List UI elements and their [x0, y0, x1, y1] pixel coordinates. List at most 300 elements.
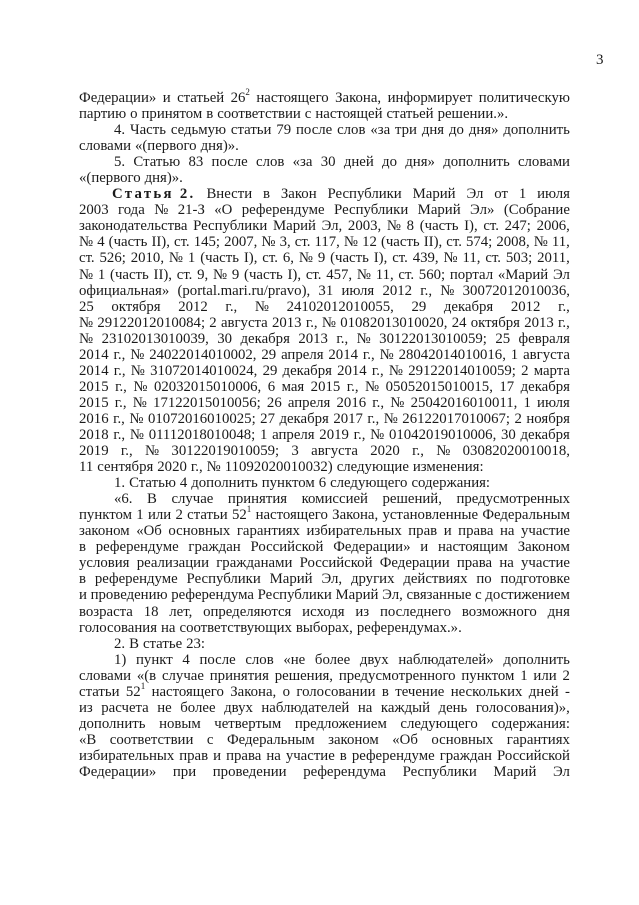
word: четвертым: [214, 715, 282, 732]
word: №: [132, 394, 147, 411]
word: 12: [362, 234, 377, 251]
word: (часть: [244, 266, 283, 283]
word: августа: [220, 314, 268, 331]
text-line: [79, 652, 570, 668]
word: 574;: [465, 234, 493, 251]
word: г.,: [353, 426, 366, 443]
word: до: [382, 154, 397, 171]
word: 11,: [551, 234, 570, 251]
word: 2014: [337, 362, 367, 379]
word: не: [157, 699, 172, 716]
word: статье: [142, 635, 183, 652]
word: 3: [291, 443, 299, 460]
text-line: [79, 764, 570, 780]
word: 2012: [382, 282, 413, 299]
word: лет,: [169, 603, 193, 620]
word: по: [476, 571, 492, 588]
word: голосования)»,: [475, 699, 570, 716]
word: Статья 2.: [112, 186, 196, 203]
word: 11,: [375, 266, 394, 283]
document-body: [79, 87, 570, 780]
word: мая: [281, 378, 305, 395]
word: референдуме: [351, 747, 435, 764]
word: Республики: [193, 218, 268, 235]
word: 1.: [114, 475, 126, 492]
word: дополнить: [443, 154, 510, 171]
word: г.,: [371, 362, 384, 379]
text-line: [79, 87, 570, 106]
word: №: [386, 218, 401, 235]
word: Часть: [129, 122, 166, 139]
word: Российской: [250, 539, 324, 556]
word: 2: [521, 362, 529, 379]
word: 2008,: [496, 234, 530, 251]
word: №: [383, 410, 398, 427]
word: 30: [320, 154, 336, 171]
text-line: [79, 636, 570, 652]
word: г.,: [113, 362, 126, 379]
word: из: [79, 699, 93, 716]
word: 526;: [99, 250, 126, 267]
word: дня)».: [144, 170, 183, 187]
word: октября: [470, 314, 520, 331]
word: Внести: [206, 186, 253, 203]
word: №: [356, 330, 371, 347]
word: референдуме: [94, 571, 178, 588]
word: 2020: [370, 443, 400, 460]
word: г.,: [558, 298, 570, 315]
word: 2019: [79, 443, 109, 460]
word: $52^1$: [125, 680, 146, 700]
word: (часть: [110, 266, 149, 283]
word: 31072014010024,: [150, 362, 258, 379]
text-line: [79, 106, 570, 122]
text-line: [79, 363, 570, 379]
word: 457,: [326, 266, 353, 283]
word: 2.: [114, 635, 126, 652]
word: №: [79, 266, 94, 283]
word: ст.: [398, 266, 415, 283]
text-line: [79, 299, 570, 315]
word: 23:: [186, 635, 206, 652]
word: 17: [499, 378, 515, 395]
word: 2018: [79, 426, 109, 443]
text-line: [79, 186, 570, 202]
word: референдумах.».: [356, 619, 462, 636]
word: слов: [337, 122, 366, 139]
word: настоящего: [255, 507, 328, 524]
word: проведению: [90, 587, 168, 604]
word: 4: [182, 651, 190, 668]
word: 4.: [114, 122, 126, 139]
word: с: [206, 731, 214, 748]
word: права: [226, 747, 262, 764]
text-line: [79, 748, 570, 764]
word: участие: [521, 523, 570, 540]
word: 29: [262, 362, 278, 379]
word: решения,: [274, 667, 334, 684]
text-line: [79, 122, 570, 138]
word: ст.: [485, 250, 501, 267]
word: прав: [179, 747, 209, 764]
word: и: [162, 90, 171, 106]
word: и: [79, 587, 87, 604]
word: пунктом: [261, 475, 315, 492]
word: II),: [423, 234, 443, 251]
word: после: [211, 154, 248, 171]
text-line: [79, 555, 570, 571]
page-number: 3: [596, 52, 604, 68]
text-line: [79, 716, 570, 732]
word: гарантиях: [506, 731, 570, 748]
word: №: [321, 314, 336, 331]
text-line: [79, 395, 570, 411]
word: соответствии: [109, 731, 194, 748]
word: №: [168, 250, 184, 267]
word: и: [443, 523, 452, 540]
word: 1: [260, 426, 268, 443]
text-line: [79, 475, 570, 491]
word: участие: [285, 747, 335, 764]
word: на: [357, 699, 373, 716]
word: подготовке: [500, 571, 570, 588]
word: 29122014010059;: [408, 362, 516, 379]
word: 2003,: [347, 218, 382, 235]
word: 2012: [510, 298, 541, 315]
word: ноября: [526, 410, 570, 427]
word: 1: [510, 346, 519, 363]
text-line: [79, 379, 570, 395]
word: (portal.mari.ru/pravo),: [177, 282, 311, 299]
word: №: [130, 362, 145, 379]
word: Эл»: [470, 202, 495, 219]
word: 9: [231, 266, 240, 283]
word: с: [304, 106, 312, 123]
text-line: [79, 620, 570, 636]
word: принятом: [141, 106, 203, 123]
word: следующего: [330, 475, 408, 492]
word: ст.: [262, 250, 278, 267]
word: 6,: [282, 250, 294, 267]
word: 1: [136, 507, 144, 524]
word: №: [440, 282, 455, 299]
word: настоящей: [315, 106, 383, 123]
word: Республики: [327, 186, 402, 203]
word: двух: [359, 651, 389, 668]
word: Статью: [133, 154, 181, 171]
word: Эл,: [321, 218, 343, 235]
word: №: [343, 234, 359, 251]
word: 30: [500, 426, 516, 443]
word: 30122019010059;: [171, 443, 280, 460]
word: голосования: [79, 619, 158, 636]
word: информирует: [387, 90, 473, 106]
word: Марий: [493, 763, 537, 780]
word: гражданами: [216, 555, 293, 572]
word: законом: [79, 523, 130, 540]
word: содержания:: [491, 715, 570, 732]
word: 2014: [328, 346, 358, 363]
word: №: [443, 250, 458, 267]
word: до: [449, 122, 464, 139]
word: февраля: [518, 330, 570, 347]
word: 25: [79, 298, 94, 315]
word: ст.: [294, 234, 311, 251]
word: о: [282, 683, 291, 700]
word: г.,: [412, 443, 424, 460]
word: «Об: [392, 731, 418, 748]
word: №: [79, 234, 94, 251]
word: статьи: [187, 507, 228, 524]
text-line: [79, 250, 570, 266]
word: апреля: [272, 426, 315, 443]
word: г.,: [113, 426, 126, 443]
word: изменения:: [412, 459, 484, 476]
word: дня)».: [200, 138, 239, 155]
word: 560;: [418, 266, 446, 283]
word: седьмую: [170, 122, 227, 139]
word: 2013: [271, 314, 302, 331]
word: «Марий: [497, 266, 549, 283]
word: 1: [520, 667, 528, 684]
word: 29122012010084;: [97, 314, 206, 331]
word: в: [206, 106, 214, 123]
word: Эл,: [321, 571, 343, 588]
word: марта: [533, 362, 570, 379]
word: 17122015010056;: [153, 394, 261, 411]
word: 2016: [79, 410, 109, 427]
word: нескольких: [450, 683, 523, 700]
word: июля: [537, 394, 570, 411]
word: 247;: [504, 218, 531, 235]
word: г.,: [420, 282, 433, 299]
word: «за: [292, 154, 313, 171]
word: №: [388, 362, 404, 379]
word: дня»: [468, 122, 499, 139]
word: граждан: [188, 539, 241, 556]
word: г.,: [558, 314, 570, 331]
word: словами: [79, 667, 131, 684]
word: №: [533, 234, 548, 251]
word: I),: [373, 250, 388, 267]
word: на: [499, 523, 515, 540]
word: гарантиях: [236, 523, 300, 540]
word: словами: [517, 154, 570, 171]
word: «(первого: [79, 170, 141, 187]
word: Федерации»: [79, 90, 157, 106]
word: Марий: [417, 202, 461, 219]
word: дня»: [405, 154, 435, 171]
word: сентября: [97, 459, 154, 476]
word: из: [355, 603, 370, 620]
word: Марий: [269, 571, 313, 588]
word: 2011,: [537, 250, 570, 267]
text-line: [79, 443, 570, 459]
word: 3,: [279, 234, 291, 251]
word: №: [129, 426, 144, 443]
text-line: [79, 170, 570, 186]
word: основных: [168, 523, 231, 540]
word: реализации: [136, 555, 210, 572]
word: года: [118, 202, 145, 219]
word: после: [296, 122, 333, 139]
word: Марий: [272, 218, 316, 235]
word: 2017: [333, 410, 363, 427]
word: г.,: [346, 378, 359, 395]
word: более: [314, 651, 351, 668]
word: 9,: [197, 266, 209, 283]
word: 2010,: [130, 250, 165, 267]
word: и: [213, 747, 222, 764]
word: возможного: [461, 603, 537, 620]
word: настоящим: [437, 539, 508, 556]
word: -: [565, 683, 570, 700]
text-line: [79, 234, 570, 250]
word: (часть: [200, 250, 239, 267]
word: декабря: [443, 298, 494, 315]
word: «не: [283, 651, 306, 668]
word: расчета: [101, 699, 149, 716]
word: 03082020010018,: [462, 443, 570, 460]
word: законодательства: [79, 218, 188, 235]
text-line: [79, 267, 570, 283]
word: Закон: [280, 186, 317, 203]
word: соответствующих: [179, 619, 292, 636]
word: Республики: [257, 587, 332, 604]
word: №: [79, 314, 94, 331]
word: «(в: [136, 667, 157, 684]
word: о: [130, 106, 138, 123]
text-line: [79, 283, 570, 299]
word: 8: [406, 218, 415, 235]
word: 02032015010006,: [153, 378, 262, 395]
word: дополнить: [503, 122, 570, 139]
word: 11,: [462, 250, 481, 267]
word: принятия: [227, 491, 288, 508]
word: 18: [143, 603, 159, 620]
word: №: [129, 410, 144, 427]
word: дополнить: [503, 651, 570, 668]
word: августа: [523, 346, 570, 363]
word: июля: [341, 282, 375, 299]
word: Республики: [402, 763, 477, 780]
word: референдуме: [95, 539, 179, 556]
word: статьи: [230, 122, 272, 139]
word: 79: [276, 122, 292, 139]
word: (Собрание: [503, 202, 570, 219]
word: №: [370, 426, 385, 443]
word: 24: [451, 314, 467, 331]
text-line: [79, 732, 570, 748]
word: г.,: [115, 378, 127, 395]
word: декабря: [279, 410, 329, 427]
text-line: [79, 539, 570, 555]
word: 2: [175, 507, 183, 524]
text-line: [79, 700, 570, 716]
word: Закона,: [230, 683, 277, 700]
word: избирательных: [79, 747, 175, 764]
word: 2015: [310, 378, 341, 395]
word: 117,: [314, 234, 340, 251]
word: апреля: [287, 394, 331, 411]
word: в: [339, 747, 347, 764]
word: референдуме: [241, 202, 325, 219]
text-line: [79, 427, 570, 443]
word: 4: [97, 234, 105, 251]
text-line: [79, 459, 570, 475]
word: г.,: [190, 459, 203, 476]
text-line: [79, 331, 570, 347]
word: комиссией: [301, 491, 368, 508]
word: (часть: [108, 234, 148, 251]
word: «Об: [136, 523, 162, 540]
word: при: [172, 763, 197, 780]
word: Эл: [552, 763, 570, 780]
text-line: [79, 571, 570, 587]
word: установленные: [382, 507, 479, 524]
word: случае: [161, 667, 204, 684]
word: I),: [287, 266, 302, 283]
word: 1: [523, 394, 531, 411]
word: 2015: [79, 394, 109, 411]
word: течение: [395, 683, 445, 700]
text-line: [79, 218, 570, 234]
word: двух: [224, 699, 253, 716]
word: три: [395, 122, 417, 139]
word: на: [499, 555, 514, 572]
word: права: [456, 555, 493, 572]
word: г.,: [367, 410, 380, 427]
word: Статью: [129, 475, 176, 492]
word: (часть: [330, 250, 369, 267]
word: голосовании: [296, 683, 376, 700]
text-line: [79, 315, 570, 331]
word: г.,: [113, 346, 126, 363]
word: 2016: [336, 394, 367, 411]
text-line: [79, 347, 570, 363]
word: партию: [79, 106, 127, 123]
word: граждан: [439, 747, 492, 764]
word: настоящего: [256, 90, 329, 106]
word: ст.: [79, 250, 95, 267]
word: Федеральным: [482, 507, 570, 524]
word: 145;: [193, 234, 220, 251]
word: основных: [431, 731, 494, 748]
word: следующего: [400, 715, 478, 732]
text-line: [79, 411, 570, 427]
word: других: [350, 571, 395, 588]
word: референдума: [303, 763, 386, 780]
word: Эл: [466, 186, 484, 203]
word: 26: [266, 394, 282, 411]
word: день: [438, 699, 468, 716]
word: октября: [111, 298, 161, 315]
word: 31: [318, 282, 334, 299]
word: статьи: [79, 683, 120, 700]
word: «(первого: [134, 138, 197, 155]
word: №: [298, 250, 313, 267]
word: $26^2$: [230, 87, 250, 106]
word: решении.».: [437, 106, 509, 123]
word: II),: [153, 266, 172, 283]
word: возраста: [79, 603, 133, 620]
word: исходя: [302, 603, 345, 620]
word: пункт: [136, 651, 173, 668]
text-line: [79, 202, 570, 218]
word: каждый: [380, 699, 431, 716]
word: и: [420, 539, 429, 556]
word: дней: [528, 683, 559, 700]
